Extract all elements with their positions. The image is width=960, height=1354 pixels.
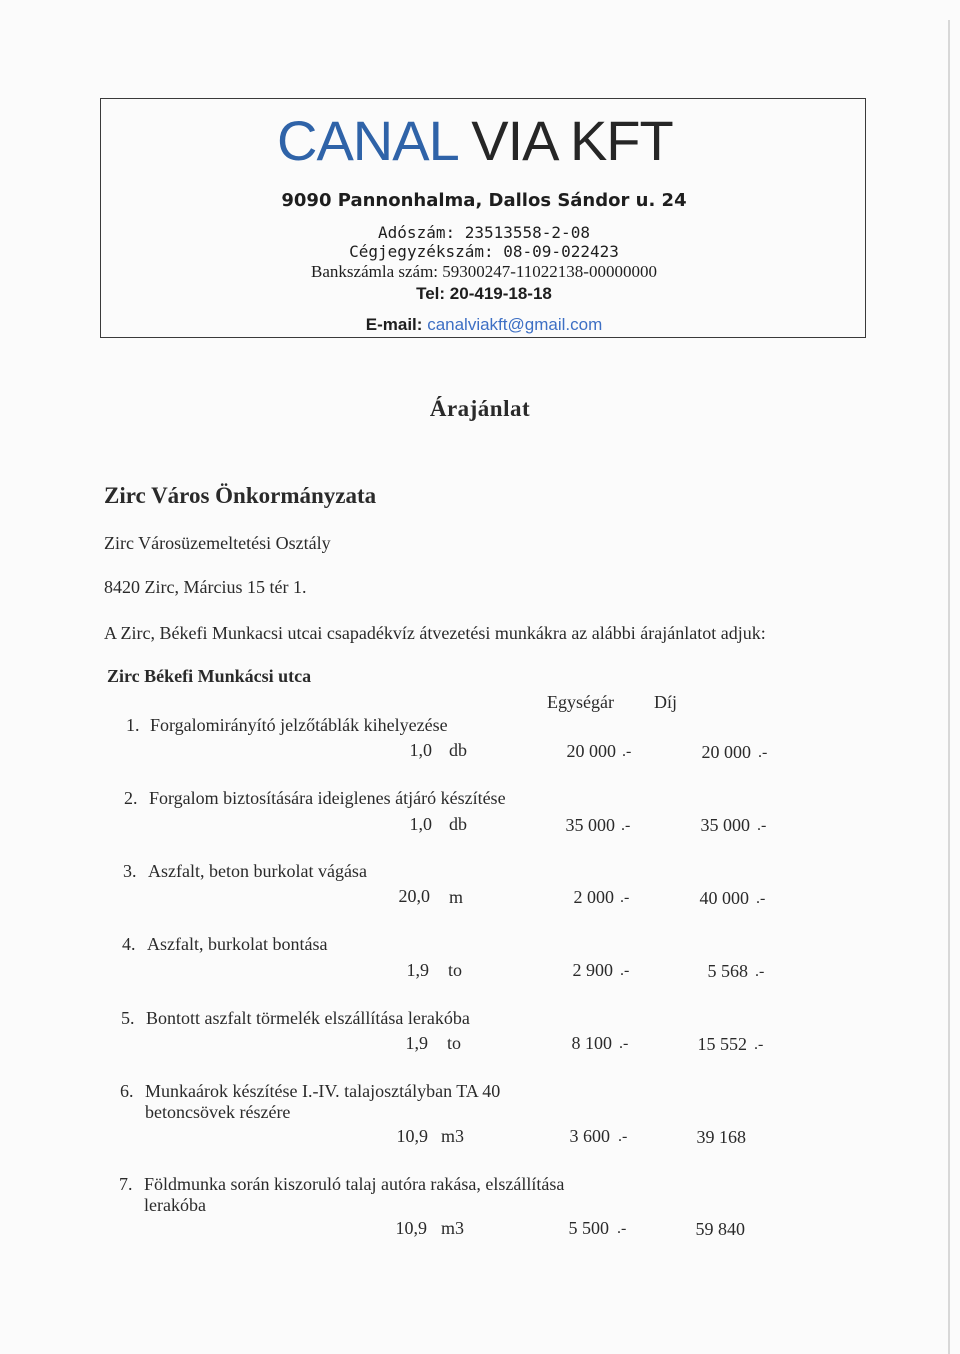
recipient-address: 8420 Zirc, Március 15 tér 1. [104,577,307,597]
item-unit: db [449,740,467,760]
item-number: 3. [123,861,137,881]
item-total: 39 168 [696,1127,746,1147]
item-number: 4. [122,934,136,954]
item-unit: m [449,887,464,907]
total-suffix: .- [757,817,767,834]
item-unit-price: 8 100 [571,1033,612,1053]
item-unit: to [447,1033,462,1053]
price-suffix: .- [620,962,630,979]
tax-number: Adószám: 23513558-2-08 [378,223,590,242]
item-total: 35 000 [700,815,750,835]
item-quantity: 1,0 [409,740,432,760]
total-suffix: .- [754,1036,764,1053]
bank-account: Bankszámla szám: 59300247-11022138-00000000 [311,262,657,281]
item-unit-price: 2 000 [573,887,614,907]
item-quantity: 1,9 [406,960,429,980]
company-address: 9090 Pannonhalma, Dallos Sándor u. 24 [281,190,687,211]
street-heading: Zirc Békefi Munkácsi utca [107,666,312,686]
document-title: Árajánlat [429,396,531,421]
item-unit: to [448,960,463,980]
item-description: Forgalom biztosítására ideiglenes átjáró készítése [149,788,506,808]
price-suffix: .- [622,743,632,760]
phone: Tel: 20-419-18-18 [416,284,552,303]
item-total: 40 000 [699,888,749,908]
price-suffix: .- [619,1035,629,1052]
item-total: 15 552 [697,1034,747,1054]
item-quantity: 1,9 [405,1033,428,1053]
item-unit-price: 5 500 [568,1218,609,1238]
price-suffix: .- [620,889,630,906]
item-number: 7. [119,1174,133,1194]
email-label: E-mail: [365,315,423,334]
item-quantity: 10,9 [396,1126,428,1146]
item-unit: db [449,814,467,834]
item-unit: m3 [441,1126,465,1146]
letterhead [100,98,866,338]
item-total: 5 568 [707,961,748,981]
item-description: Forgalomirányító jelzőtáblák kihelyezése [150,715,448,735]
email-link[interactable]: canalviakft@gmail.com [427,315,603,334]
item-quantity: 10,9 [395,1218,427,1238]
item-quantity: 20,0 [398,886,430,906]
total-suffix: .- [756,890,766,907]
total-suffix: .- [758,744,768,761]
registry-number: Cégjegyzékszám: 08-09-022423 [349,242,619,261]
item-unit-price: 35 000 [565,815,615,835]
item-description-cont: lerakóba [144,1195,206,1215]
total-suffix: .- [755,963,765,980]
item-number: 2. [124,788,138,808]
item-total: 59 840 [695,1219,745,1239]
company-name-part2: VIA KFT [471,109,673,172]
item-unit-price: 2 900 [572,960,613,980]
fee-header: Díj [654,692,678,712]
email-line [101,315,867,335]
unit-price-header: Egységár [547,692,614,712]
price-suffix: .- [618,1128,628,1145]
item-unit-price: 3 600 [569,1126,610,1146]
item-description: Aszfalt, beton burkolat vágása [148,861,367,881]
item-number: 1. [126,715,140,735]
item-description: Munkaárok készítése I.-IV. talajosztályban TA 40 [145,1081,501,1101]
item-description: Bontott aszfalt törmelék elszállítása lerakóba [146,1008,470,1028]
price-suffix: .- [617,1220,627,1237]
intro-text: A Zirc, Békefi Munkacsi utcai csapadékvíz átvezetési munkákra az alábbi árajánlatot adjuk: [104,623,766,643]
recipient-department: Zirc Városüzemeltetési Osztály [104,533,331,553]
item-number: 5. [121,1008,135,1028]
item-total: 20 000 [701,742,751,762]
item-description: Aszfalt, burkolat bontása [147,934,328,954]
item-unit: m3 [441,1218,465,1238]
item-quantity: 1,0 [409,814,432,834]
company-name-part1: CANAL [277,109,457,172]
item-description: Földmunka során kiszoruló talaj autóra rakása, elszállítása [144,1174,565,1194]
item-unit-price: 20 000 [566,741,616,761]
recipient-name: Zirc Város Önkormányzata [104,483,377,508]
page-edge [948,20,950,1354]
company-logo [277,109,673,173]
price-suffix: .- [621,817,631,834]
item-number: 6. [120,1081,134,1101]
item-description-cont: betoncsövek részére [145,1102,291,1122]
